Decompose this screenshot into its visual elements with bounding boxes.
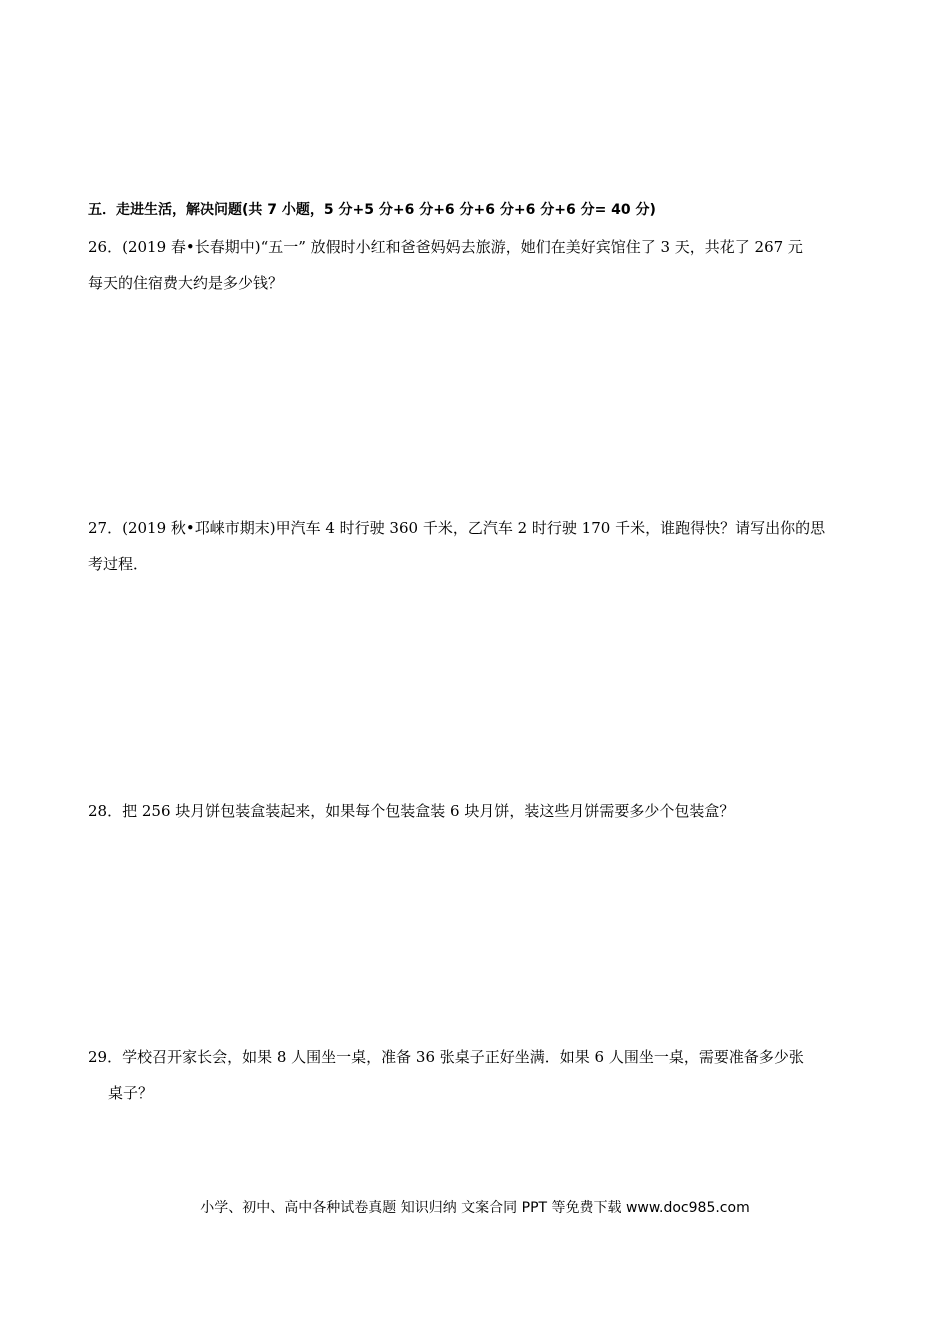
question-29-line-1: 29．学校召开家长会，如果 8 人围坐一桌，准备 36 张桌子正好坐满．如果 6 人围坐一桌，需要准备多少张 [88,1048,804,1066]
question-27-line-1: 27．(2019 秋•邛崃市期末)甲汽车 4 时行驶 360 千米，乙汽车 2 时行驶 170 千米，谁跑得快？请写出你的思 [88,519,826,537]
page-footer: 小学、初中、高中各种试卷真题 知识归纳 文案合同 PPT 等免费下载 www.doc985.com [200,1200,750,1216]
question-26-line-1: 26．(2019 春•长春期中)“五一” 放假时小红和爸爸妈妈去旅游，她们在美好宾馆住了 3 天，共花了 267 元 [88,238,803,256]
section-heading: 五．走进生活，解决问题(共 7 小题，5 分+5 分+6 分+6 分+6 分+6 分+6 分= 40 分) [88,202,656,218]
question-27-line-2: 考过程． [88,555,149,573]
question-28-line-1: 28．把 256 块月饼包装盒装起来，如果每个包装盒装 6 块月饼，装这些月饼需要多少个包装盒？ [88,802,735,820]
question-29-line-2: 桌子？ [108,1084,154,1102]
question-26-line-2: 每天的住宿费大约是多少钱？ [88,274,284,292]
